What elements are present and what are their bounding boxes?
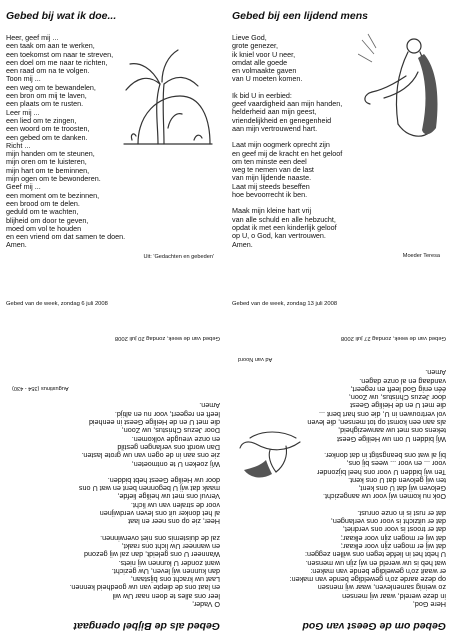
prayer-line: Amen.	[232, 239, 253, 249]
prayer-line: en volmaakte gaven	[232, 66, 297, 76]
prayer-line: als aan een komst op tot mensen, die leven	[307, 418, 446, 428]
prayer-line: Laat uw kracht ons bijstaan,	[130, 575, 220, 585]
prayer-line: geef vaardigheid aan mijn handen,	[232, 99, 343, 109]
prayer-line: aan mijn vertrouwend hart.	[232, 123, 318, 133]
prayer-line: één enig God leeft en regeert,	[350, 384, 446, 394]
prayer-line: een toekomst om naar te streven,	[6, 49, 114, 59]
prayer-line: dat wij er mogen zijn voor elkaar;	[340, 533, 446, 543]
prayer-line: maak dat wij U begonnen bent en wat U ons	[78, 484, 220, 494]
prayer-line: Ook nu komen wij voor uw aangezicht.	[322, 492, 446, 502]
prayer-line: van mijn lijdende naaste.	[232, 173, 312, 183]
prayer-line: Door Jezus Christus, uw Zoon,	[121, 426, 220, 436]
prayer-line: er waait zo'n geweldige bende van maken:	[310, 566, 446, 576]
prayer-panel-geest-van-god	[232, 326, 446, 632]
prayer-line: moed om vol te houden	[6, 223, 82, 233]
prayer-text	[6, 401, 220, 608]
prayer-line: mijn handen om te steunen,	[6, 149, 95, 159]
prayer-line: mijn hart om te beminnen,	[6, 165, 90, 175]
prayer-line: wat heb is uw wereld en wij zijn uw mensen.	[305, 558, 446, 568]
prayer-line: om ten minste een deel	[232, 156, 307, 166]
prayer-line: op U, o God, kan vertrouwen.	[232, 231, 326, 241]
prayer-line: die met U en de Heilige Geest	[350, 401, 446, 411]
stanza-gap	[6, 468, 220, 476]
prayer-line: en laat ons de diepte van uw goedheid kennen.	[69, 583, 220, 593]
prayer-line: dat er rust is in onze onrust.	[357, 508, 446, 518]
prayer-line: door uw Heilige Geest hebt bidden.	[107, 475, 220, 485]
prayer-line: omdat alle goede	[232, 57, 288, 67]
prayer-title: Gebed om de Geest van God	[302, 620, 446, 632]
prayer-line: al het donker uit ons leven verdwijnen	[99, 509, 220, 519]
prayer-line: dat er uitzicht is voor ons verlangen,	[330, 517, 446, 527]
stanza-gap	[232, 500, 446, 508]
prayer-line: een plaats om te rusten.	[6, 99, 84, 109]
prayer-line: en geef mij de kracht en het geloof	[232, 148, 343, 158]
prayer-line: en een vriend om dat samen te doen.	[6, 232, 126, 242]
prayer-line: want zonder U kunnen wij niets.	[118, 558, 220, 568]
prayer-line: Ik bid U in eerbied:	[232, 90, 292, 100]
prayer-line: vol vertrouwen in U, die ons hart bent ...	[318, 409, 446, 419]
prayer-line: in deze wereld, waar wij mensen	[342, 591, 446, 601]
prayer-line: weg te nemen van de last	[232, 165, 314, 175]
prayer-line: Leer mij ...	[6, 107, 40, 117]
prayer-line: Vervul ons met uw heilige liefde,	[117, 492, 220, 502]
prayer-line: helderheid aan mijn geest,	[232, 107, 317, 117]
prayer-title: Gebed bij een lijdend mens	[232, 10, 368, 22]
prayer-line: van U moeten komen.	[232, 74, 303, 84]
prayer-line: Heer, geef mij ...	[6, 33, 59, 42]
prayer-text	[232, 368, 446, 608]
prayer-line: Toon mij ...	[6, 74, 41, 84]
prayer-line: zie ons aan in de ogen van uw grote lasten.	[81, 451, 220, 461]
prayer-line: Amen.	[199, 401, 220, 411]
prayer-title: Gebed als de Bijbel opengaat	[73, 620, 220, 632]
prayer-line: voor de stralen van uw licht.	[130, 500, 220, 510]
prayer-line: vandaag en al onze dagen.	[359, 376, 446, 386]
prayer-line: bij al wat ons beangstigt in dat donker.	[324, 450, 446, 460]
prayer-line: Laat mij steeds beseffen	[232, 181, 310, 191]
prayer-line: voor ... en voor ... wees bij ons,	[346, 459, 446, 469]
prayer-line: Geloven wij dat U ons kent,	[358, 484, 446, 494]
prayer-line: ik kniel voor U neer,	[232, 49, 296, 59]
prayer-line: vriendelijkheid en genegenheid	[232, 115, 332, 125]
prayer-line: U hebt het in liefde tegen ons willen zeggen:	[304, 550, 446, 560]
prayer-line: ten wij geloven dat U ons kent.	[348, 475, 446, 485]
prayer-line: mijn oren om te luisteren,	[6, 157, 87, 167]
prayer-line: zal de duisternis ons niet overwinnen.	[100, 533, 220, 543]
prayer-line: Laat mijn oogmerk oprecht zijn	[232, 140, 330, 150]
prayer-footer: Gebed van de week, zondag 6 juli 2008	[6, 301, 108, 307]
prayer-line: Amen.	[6, 240, 27, 250]
prayer-line: een woord om te troosten,	[6, 124, 90, 134]
prayer-credit: Augustinus (354 - 430)	[12, 385, 69, 392]
prayer-line: Here God,	[412, 600, 446, 609]
prayer-panel-lijdend-mens	[232, 10, 446, 316]
prayer-line: een gebed om te danken.	[6, 132, 88, 142]
prayer-line: die met U en de Heilige Geest in eenheid	[88, 418, 220, 428]
prayer-credit: Moeder Teresa	[402, 252, 440, 259]
prayer-line: een doel om me naar te richten,	[6, 57, 108, 67]
prayer-line: Lieve God,	[232, 33, 267, 42]
prayer-line: een taak om aan te werken,	[6, 41, 95, 51]
prayer-line: op deze aarde zo'n geweldige bende van maken:	[289, 575, 446, 585]
prayer-line: Dan wordt ons verlangen gestild	[117, 442, 220, 452]
prayer-line: Wij zoeken U te ontmoeten,	[131, 459, 220, 469]
prayer-line: dat er troost is voor ons verdriet,	[342, 525, 446, 535]
prayer-line: en onze vreugde volkomen.	[131, 434, 220, 444]
prayer-line: tekens ons met uw aanwezigheid,	[338, 426, 446, 436]
prayer-line: blijheid om door te geven,	[6, 215, 89, 225]
prayer-line: een raad om na te volgen.	[6, 66, 90, 76]
prayer-line: leer ons alles te doen naar Uw wil	[112, 591, 220, 601]
prayer-line: Wij bidden U om uw Heilige Geest	[336, 434, 446, 444]
prayer-title: Gebed bij wat ik doe...	[6, 10, 117, 22]
prayer-panel-wat-ik-doe	[6, 10, 220, 316]
prayer-line: een weg om te bewandelen,	[6, 82, 96, 92]
prayer-line: Maak mijn kleine hart vrij	[232, 206, 312, 216]
praying-figure-illustration	[358, 32, 444, 150]
prayer-line: Wanneer U ons geleidt, dan zal wij gezond	[84, 550, 220, 560]
prayer-line: door Jezus Christus, uw Zoon,	[348, 393, 446, 403]
prayer-line: en wanneer Uw licht ons raakt,	[121, 541, 220, 551]
dove-hand-illustration	[236, 422, 306, 482]
prayer-credit: Uit: 'Gedachten en gebeden'	[143, 253, 214, 260]
prayer-footer: Gebed van de week, zondag 27 juli 2008	[340, 335, 446, 341]
prayer-line: Heer, zie op ons neer en laat	[128, 517, 220, 527]
stanza-gap	[6, 525, 220, 533]
prayer-footer: Gebed van de week, zondag 20 juli 2008	[114, 335, 220, 341]
prayer-line: dat wij er mogen zijn voor elkaar;	[340, 541, 446, 551]
prayer-line: O Vader,	[192, 600, 220, 609]
prayer-line: Amen.	[425, 368, 446, 378]
prayer-line: hoe bevoorrecht ik ben.	[232, 190, 308, 200]
prayer-line: dan kunnen wij leven, Uw gezicht.	[111, 566, 220, 576]
prayer-line: een moment om te bezinnen,	[6, 190, 100, 200]
prayer-line: een brood om te delen.	[6, 198, 80, 208]
prayer-footer: Gebed van de week, zondag 13 juli 2008	[232, 301, 338, 307]
prayer-line: Richt ...	[6, 140, 31, 150]
prayer-line: Geef mij ...	[6, 182, 41, 192]
prayer-line: een bron om mij te laven,	[6, 91, 87, 101]
prayer-line: leeft en regeert, voor nu en altijd.	[114, 409, 220, 419]
palm-tree-illustration	[118, 44, 214, 148]
prayer-line: van alle schuld en alle hebzucht,	[232, 214, 336, 224]
prayer-credit: Ad van Noord	[238, 355, 273, 362]
prayer-line: zo weinig samenleven, waar wij mensen	[317, 583, 446, 593]
prayer-line: geduld om te wachten,	[6, 207, 79, 217]
prayer-line: Ten wij bidden U voor ons heel bijzonder	[316, 467, 446, 477]
prayer-line: een lied om te zingen,	[6, 115, 77, 125]
prayer-line: opdat ik met een kinderlijk geloof	[232, 222, 337, 232]
prayer-line: mijn ogen om te bewonderen.	[6, 174, 101, 184]
prayer-panel-bijbel-opengaat	[6, 326, 220, 632]
prayer-line: grote genezer,	[232, 41, 278, 51]
